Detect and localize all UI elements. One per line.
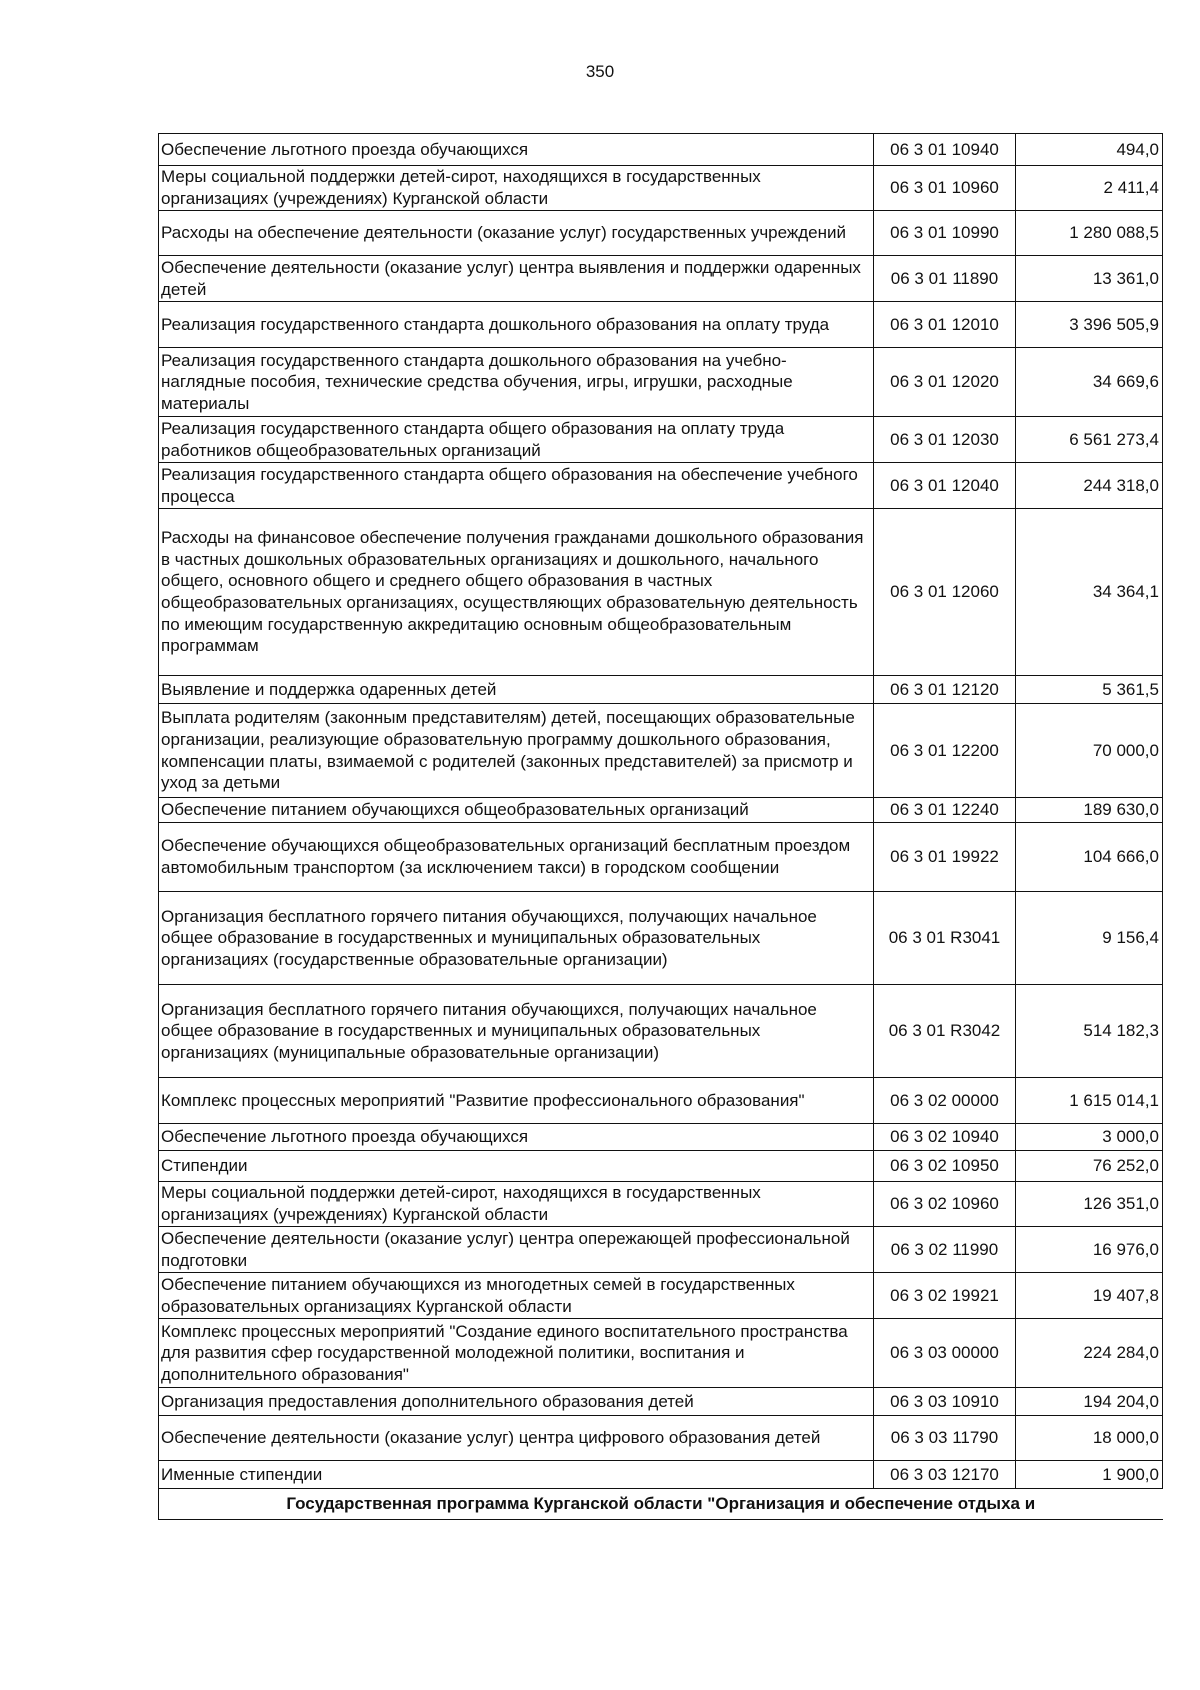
row-name: Меры социальной поддержки детей-сирот, находящихся в государственных организациях (учреждениях) Курганской области: [159, 1182, 874, 1227]
row-code: 06 3 03 10910: [874, 1388, 1016, 1416]
table-row: [159, 704, 1163, 798]
row-sum: 1 280 088,5: [1016, 211, 1163, 256]
table-row: [159, 1319, 1163, 1388]
row-sum: 5 361,5: [1016, 676, 1163, 704]
row-code: 06 3 01 12010: [874, 302, 1016, 348]
table-row: [159, 1124, 1163, 1151]
table-row: [159, 348, 1163, 417]
row-code: 06 3 03 11790: [874, 1416, 1016, 1461]
row-sum: 3 000,0: [1016, 1124, 1163, 1151]
table-row: [159, 463, 1163, 509]
row-name: Организация бесплатного горячего питания обучающихся, получающих начальное общее образование в государственных и муниципальных образовательных организациях (муниципальные образовательные организации): [159, 985, 874, 1078]
program-heading: Государственная программа Курганской области "Организация и обеспечение отдыха и: [159, 1489, 1163, 1520]
budget-table: [158, 133, 1163, 1520]
row-code: 06 3 01 10990: [874, 211, 1016, 256]
row-sum: 19 407,8: [1016, 1273, 1163, 1319]
row-sum: 16 976,0: [1016, 1227, 1163, 1273]
row-code: 06 3 03 00000: [874, 1319, 1016, 1388]
program-heading-row: [159, 1489, 1163, 1520]
budget-table-body: [159, 134, 1163, 1520]
table-row: [159, 892, 1163, 985]
row-code: 06 3 01 R3041: [874, 892, 1016, 985]
row-code: 06 3 01 10960: [874, 166, 1016, 211]
row-name: Обеспечение деятельности (оказание услуг) центра цифрового образования детей: [159, 1416, 874, 1461]
row-name: Организация бесплатного горячего питания обучающихся, получающих начальное общее образование в государственных и муниципальных образовательных организациях (государственные образовательные организации): [159, 892, 874, 985]
table-row: [159, 1416, 1163, 1461]
row-sum: 3 396 505,9: [1016, 302, 1163, 348]
row-code: 06 3 02 00000: [874, 1078, 1016, 1124]
row-code: 06 3 01 19922: [874, 823, 1016, 892]
row-code: 06 3 01 12060: [874, 509, 1016, 676]
row-code: 06 3 02 10940: [874, 1124, 1016, 1151]
row-sum: 34 364,1: [1016, 509, 1163, 676]
row-code: 06 3 02 10960: [874, 1182, 1016, 1227]
row-code: 06 3 01 10940: [874, 134, 1016, 166]
row-code: 06 3 01 12020: [874, 348, 1016, 417]
row-code: 06 3 01 R3042: [874, 985, 1016, 1078]
table-row: [159, 798, 1163, 823]
table-row: [159, 166, 1163, 211]
row-code: 06 3 03 12170: [874, 1461, 1016, 1489]
row-name: Обеспечение обучающихся общеобразовательных организаций бесплатным проездом автомобильным транспортом (за исключением такси) в городском сообщении: [159, 823, 874, 892]
row-name: Комплекс процессных мероприятий "Создание единого воспитательного пространства для развития сфер государственной молодежной политики, воспитания и дополнительного образования": [159, 1319, 874, 1388]
row-name: Реализация государственного стандарта дошкольного образования на учебно-наглядные пособия, технические средства обучения, игры, игрушки, расходные материалы: [159, 348, 874, 417]
row-sum: 13 361,0: [1016, 256, 1163, 302]
table-row: [159, 985, 1163, 1078]
row-code: 06 3 01 12120: [874, 676, 1016, 704]
table-row: [159, 1182, 1163, 1227]
row-name: Обеспечение льготного проезда обучающихся: [159, 1124, 874, 1151]
row-sum: 224 284,0: [1016, 1319, 1163, 1388]
row-sum: 2 411,4: [1016, 166, 1163, 211]
table-row: [159, 1227, 1163, 1273]
row-name: Обеспечение льготного проезда обучающихся: [159, 134, 874, 166]
row-sum: 126 351,0: [1016, 1182, 1163, 1227]
row-name: Организация предоставления дополнительного образования детей: [159, 1388, 874, 1416]
row-code: 06 3 01 12200: [874, 704, 1016, 798]
row-sum: 9 156,4: [1016, 892, 1163, 985]
row-name: Реализация государственного стандарта общего образования на оплату труда работников общеобразовательных организаций: [159, 417, 874, 463]
table-row: [159, 676, 1163, 704]
row-sum: 34 669,6: [1016, 348, 1163, 417]
row-sum: 1 900,0: [1016, 1461, 1163, 1489]
row-name: Выявление и поддержка одаренных детей: [159, 676, 874, 704]
row-name: Стипендии: [159, 1151, 874, 1182]
row-sum: 244 318,0: [1016, 463, 1163, 509]
row-sum: 1 615 014,1: [1016, 1078, 1163, 1124]
row-sum: 189 630,0: [1016, 798, 1163, 823]
row-name: Обеспечение питанием обучающихся общеобразовательных организаций: [159, 798, 874, 823]
row-code: 06 3 01 12040: [874, 463, 1016, 509]
row-name: Расходы на обеспечение деятельности (оказание услуг) государственных учреждений: [159, 211, 874, 256]
table-row: [159, 256, 1163, 302]
row-code: 06 3 01 12030: [874, 417, 1016, 463]
row-sum: 6 561 273,4: [1016, 417, 1163, 463]
row-name: Меры социальной поддержки детей-сирот, находящихся в государственных организациях (учреждениях) Курганской области: [159, 166, 874, 211]
table-row: [159, 211, 1163, 256]
row-code: 06 3 01 12240: [874, 798, 1016, 823]
row-sum: 76 252,0: [1016, 1151, 1163, 1182]
table-row: [159, 1151, 1163, 1182]
row-sum: 514 182,3: [1016, 985, 1163, 1078]
row-name: Обеспечение деятельности (оказание услуг) центра опережающей профессиональной подготовки: [159, 1227, 874, 1273]
table-row: [159, 1388, 1163, 1416]
table-row: [159, 1273, 1163, 1319]
table-row: [159, 823, 1163, 892]
row-name: Расходы на финансовое обеспечение получения гражданами дошкольного образования в частных дошкольных образовательных организациях и дошкольного, начального общего, основного общего и среднего общего образования в частных общеобразовательных организациях, осуществляющих образовательную деятельность по имеющим государственную аккредитацию основным общеобразовательным программам: [159, 509, 874, 676]
row-name: Выплата родителям (законным представителям) детей, посещающих образовательные организации, реализующие образовательную программу дошкольного образования, компенсации платы, взимаемой с родителей (законных представителей) за присмотр и уход за детьми: [159, 704, 874, 798]
row-name: Обеспечение деятельности (оказание услуг) центра выявления и поддержки одаренных детей: [159, 256, 874, 302]
row-code: 06 3 02 10950: [874, 1151, 1016, 1182]
row-name: Комплекс процессных мероприятий "Развитие профессионального образования": [159, 1078, 874, 1124]
row-sum: 194 204,0: [1016, 1388, 1163, 1416]
row-name: Именные стипендии: [159, 1461, 874, 1489]
row-name: Обеспечение питанием обучающихся из многодетных семей в государственных образовательных организациях Курганской области: [159, 1273, 874, 1319]
row-sum: 18 000,0: [1016, 1416, 1163, 1461]
table-row: [159, 509, 1163, 676]
row-code: 06 3 02 11990: [874, 1227, 1016, 1273]
row-sum: 70 000,0: [1016, 704, 1163, 798]
table-row: [159, 134, 1163, 166]
table-row: [159, 1078, 1163, 1124]
table-row: [159, 1461, 1163, 1489]
page-number: 350: [585, 62, 615, 81]
row-sum: 494,0: [1016, 134, 1163, 166]
row-code: 06 3 02 19921: [874, 1273, 1016, 1319]
row-name: Реализация государственного стандарта общего образования на обеспечение учебного процесса: [159, 463, 874, 509]
table-row: [159, 302, 1163, 348]
row-sum: 104 666,0: [1016, 823, 1163, 892]
row-code: 06 3 01 11890: [874, 256, 1016, 302]
row-name: Реализация государственного стандарта дошкольного образования на оплату труда: [159, 302, 874, 348]
table-row: [159, 417, 1163, 463]
